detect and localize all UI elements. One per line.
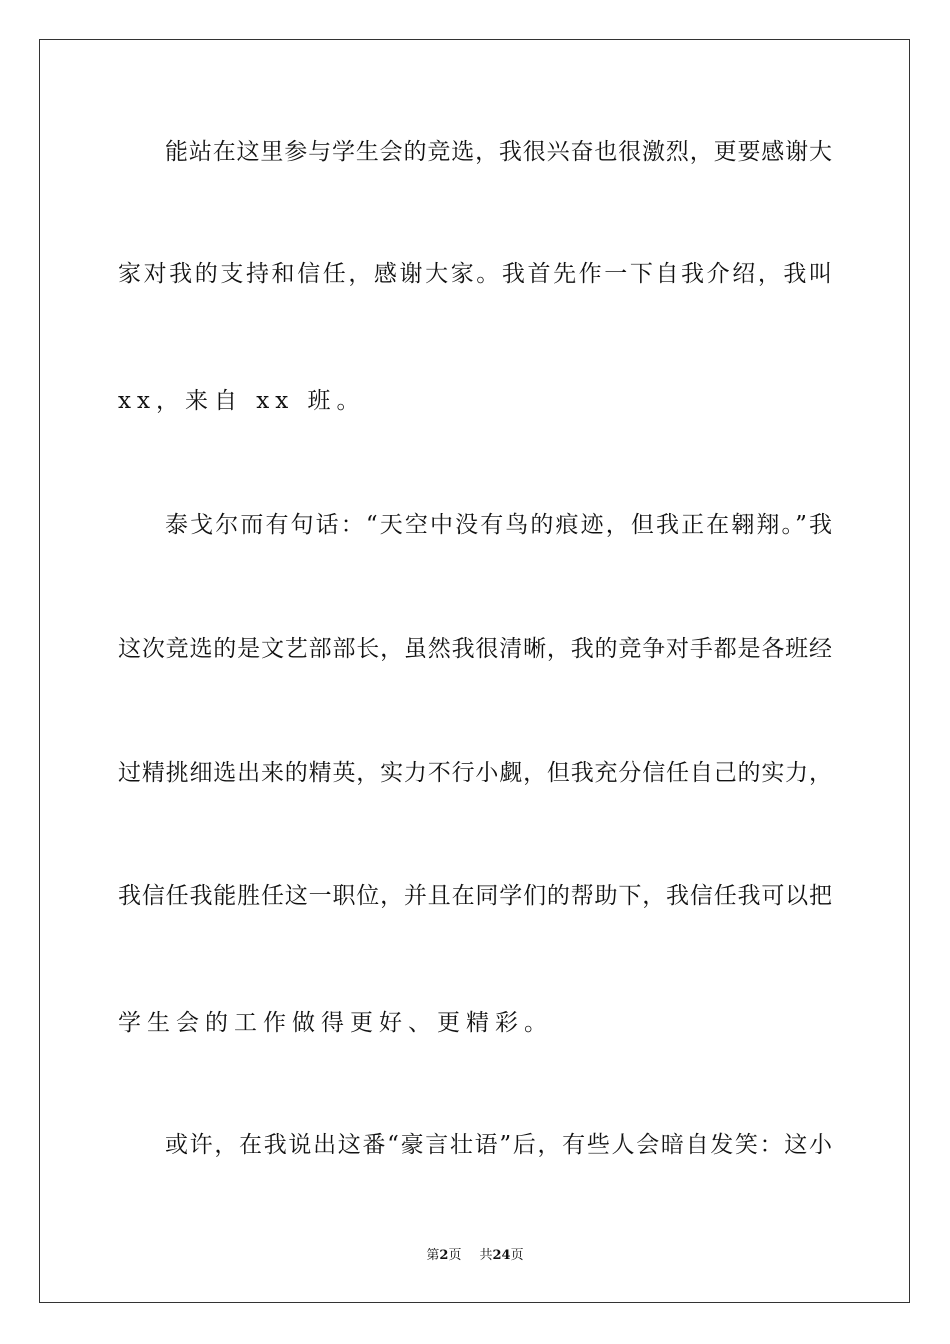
page-frame: [39, 39, 910, 1303]
body-text-line: xx，来自 xx 班。: [118, 388, 366, 414]
body-text-line: 泰戈尔而有句话：“天空中没有鸟的痕迹，但我正在翱翔。”我: [165, 512, 832, 538]
page-label-suffix: 页: [448, 1248, 462, 1263]
page-footer: [0, 1247, 950, 1265]
body-text-line: 学生会的工作做得更好、更精彩。: [118, 1010, 553, 1036]
body-text-line: 这次竞选的是文艺部部长，虽然我很清晰，我的竞争对手都是各班经: [118, 636, 832, 662]
total-label-prefix: 共: [479, 1248, 493, 1263]
body-text-line: 过精挑细选出来的精英，实力不行小觑，但我充分信任自己的实力，: [118, 760, 832, 786]
body-text-line: 我信任我能胜任这一职位，并且在同学们的帮助下，我信任我可以把: [118, 883, 832, 909]
total-pages: 24: [492, 1248, 511, 1263]
body-text-line: 或许，在我说出这番“豪言壮语”后，有些人会暗自发笑：这小: [165, 1132, 832, 1158]
body-text-line: 能站在这里参与学生会的竞选，我很兴奋也很激烈，更要感谢大: [165, 139, 832, 165]
total-label-suffix: 页: [510, 1248, 524, 1263]
body-text-line: 家对我的支持和信任，感谢大家。我首先作一下自我介绍，我叫: [118, 261, 832, 287]
page-number: 2: [439, 1248, 449, 1263]
page-label-prefix: 第: [426, 1248, 440, 1263]
